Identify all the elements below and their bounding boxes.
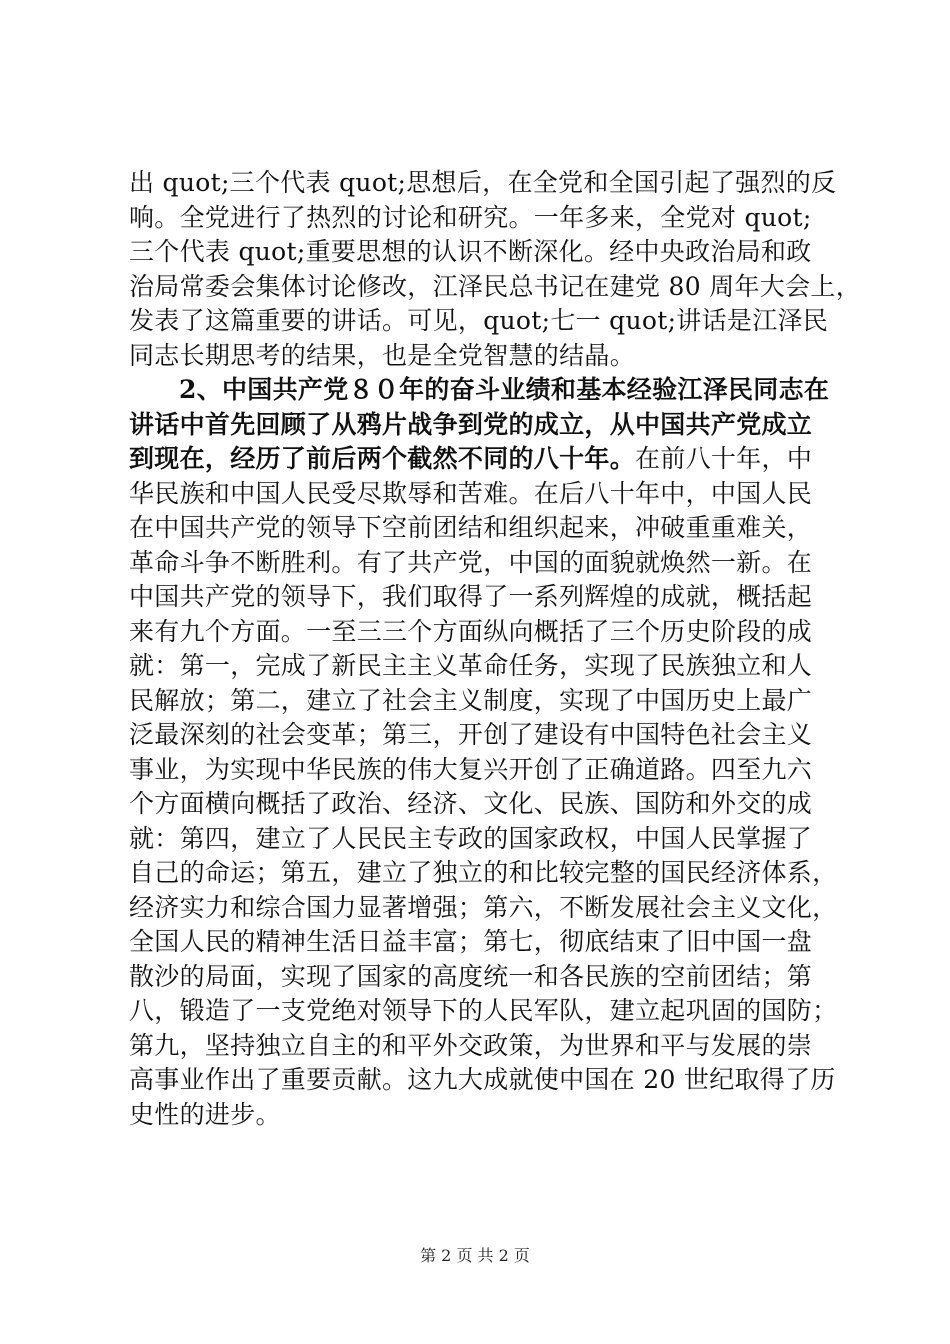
section-heading-line: 讲话中首先回顾了从鸦片战争到党的成立，从中国共产党成立 bbox=[129, 409, 813, 439]
paragraph-line: 响。全党进行了热烈的讨论和研究。一年多来，全党对 quot; bbox=[129, 202, 812, 232]
paragraph-line: 同志长期思考的结果，也是全党智慧的结晶。 bbox=[129, 340, 636, 370]
paragraph-line: 就：第一，完成了新民主主义革命任务，实现了民族独立和人 bbox=[129, 651, 813, 680]
paragraph-line: 第九，坚持独立自主的和平外交政策，为世界和平与发展的崇 bbox=[129, 1030, 813, 1060]
paragraph-line: 发表了这篇重要的讲话。可见，quot;七一 quot;讲话是江泽民 bbox=[129, 306, 829, 335]
page-number-footer: 第 2 页 共 2 页 bbox=[420, 1246, 530, 1265]
paragraph-line: 全国人民的精神生活日益丰富；第七，彻底结束了旧中国一盘 bbox=[129, 927, 813, 956]
paragraph-line: 经济实力和综合国力显著增强；第六，不断发展社会主义文化， bbox=[129, 892, 838, 922]
paragraph-line: 个方面横向概括了政治、经济、文化、民族、国防和外交的成 bbox=[129, 789, 813, 818]
paragraph-line: 在中国共产党的领导下空前团结和组织起来，冲破重重难关， bbox=[129, 513, 813, 542]
mixed-heading-line bbox=[129, 442, 829, 477]
document-body bbox=[129, 166, 862, 1132]
paragraph-line: 八，锻造了一支党绝对领导下的人民军队，建立起巩固的国防； bbox=[129, 996, 838, 1025]
paragraph-line: 治局常委会集体讨论修改，江泽民总书记在建党 80 周年大会上， bbox=[129, 271, 862, 301]
paragraph-line: 华民族和中国人民受尽欺辱和苦难。在后八十年中，中国人民 bbox=[129, 478, 813, 508]
section-heading-line: 2、中国共产党８０年的奋斗业绩和基本经验江泽民同志在 bbox=[179, 375, 830, 404]
paragraph-line: 出 quot;三个代表 quot;思想后，在全党和全国引起了强烈的反 bbox=[129, 168, 837, 197]
paragraph-line: 史性的进步。 bbox=[129, 1099, 281, 1129]
paragraph-line: 事业，为实现中华民族的伟大复兴开创了正确道路。四至九六 bbox=[129, 754, 813, 784]
paragraph-line: 革命斗争不断胜利。有了共产党，中国的面貌就焕然一新。在 bbox=[129, 547, 813, 577]
paragraph-line: 就：第四，建立了人民民主专政的国家政权，中国人民掌握了 bbox=[129, 823, 813, 853]
paragraph-line: 中国共产党的领导下，我们取得了一系列辉煌的成就，概括起 bbox=[129, 582, 813, 611]
paragraph-line: 来有九个方面。一至三三个方面纵向概括了三个历史阶段的成 bbox=[129, 616, 813, 646]
paragraph-start: 在前八十年，中 bbox=[635, 444, 813, 473]
paragraph-line: 高事业作出了重要贡献。这九大成就使中国在 20 世纪取得了历 bbox=[129, 1065, 836, 1094]
paragraph-line: 自己的命运；第五，建立了独立的和比较完整的国民经济体系， bbox=[129, 858, 838, 887]
paragraph-line: 泛最深刻的社会变革；第三，开创了建设有中国特色社会主义 bbox=[129, 720, 813, 749]
paragraph-line: 民解放；第二，建立了社会主义制度，实现了中国历史上最广 bbox=[129, 685, 813, 715]
paragraph-line: 散沙的局面，实现了国家的高度统一和各民族的空前团结；第 bbox=[129, 961, 813, 991]
section-heading-end: 到现在，经历了前后两个截然不同的八十年。 bbox=[129, 444, 636, 473]
paragraph-line: 三个代表 quot;重要思想的认识不断深化。经中央政治局和政 bbox=[129, 237, 812, 266]
